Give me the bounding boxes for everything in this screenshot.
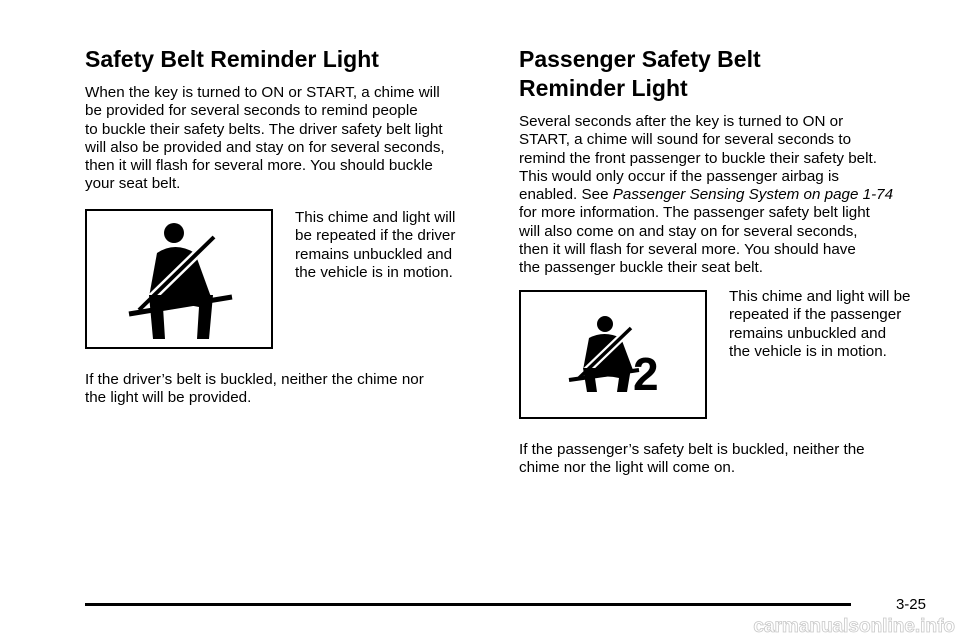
text-line: then it will flash for several more. You should have	[519, 241, 856, 259]
text-line: will also come on and stay on for several seconds,	[519, 222, 858, 240]
text-line: START, a chime will sound for several seconds to	[519, 131, 852, 149]
text-line: repeated if the passenger	[729, 306, 902, 324]
text-line: remains unbuckled and	[295, 245, 453, 263]
text-line: Several seconds after the key is turned to ON or	[519, 113, 844, 130]
text-line: then it will flash for several more. You should buckle	[85, 157, 433, 175]
footer-rule	[85, 603, 851, 606]
text-line: be repeated if the driver	[295, 227, 456, 245]
text-line: When the key is turned to ON or START, a chime will	[85, 84, 440, 101]
right-paragraph-1	[519, 113, 893, 278]
title-line: Reminder Light	[519, 75, 688, 101]
text-line: to buckle their safety belts. The driver safety belt light	[85, 120, 443, 138]
text-line: This chime and light will be	[729, 288, 911, 305]
text-line: the passenger buckle their seat belt.	[519, 259, 763, 277]
text-line: If the passenger’s safety belt is buckled, neither the	[519, 441, 865, 458]
section-title-safety-belt-reminder: Safety Belt Reminder Light	[85, 46, 379, 72]
driver-seatbelt-figure	[85, 209, 273, 349]
left-side-note	[295, 209, 475, 282]
watermark-logo	[726, 612, 956, 638]
text-line: the vehicle is in motion.	[295, 263, 453, 281]
text-line: This chime and light will	[295, 209, 456, 226]
title-line: Passenger Safety Belt	[519, 46, 761, 72]
passenger-seatbelt-icon	[521, 292, 705, 417]
passenger-seatbelt-figure	[519, 290, 707, 419]
cross-reference-link[interactable]: Passenger Sensing System on page 1-74	[612, 186, 894, 204]
left-paragraph-1	[85, 84, 445, 194]
passenger-seat-number: 2	[633, 348, 659, 400]
section-title-passenger-reminder	[519, 45, 761, 103]
right-side-note	[729, 288, 929, 361]
text-line: chime nor the light will come on.	[519, 459, 736, 477]
text-line: the light will be provided.	[85, 389, 252, 407]
left-paragraph-3	[85, 371, 424, 408]
svg-text:carmanualsonline.info: carmanualsonline.info	[753, 616, 955, 637]
driver-seatbelt-icon	[87, 211, 271, 347]
text-line: This would only occur if the passenger airbag is	[519, 167, 839, 185]
text-line: enabled. See	[519, 186, 613, 204]
text-line: remains unbuckled and	[729, 324, 887, 342]
text-line: remind the front passenger to buckle their safety belt.	[519, 149, 877, 167]
text-line: the vehicle is in motion.	[729, 342, 887, 360]
text-line: for more information. The passenger safety belt light	[519, 204, 870, 222]
text-line: will also be provided and stay on for several seconds,	[85, 138, 445, 156]
text-line: your seat belt.	[85, 175, 181, 193]
right-paragraph-3	[519, 441, 865, 478]
page-number: 3-25	[895, 596, 926, 613]
text-line: be provided for several seconds to remind people	[85, 102, 418, 120]
text-line: If the driver’s belt is buckled, neither the chime nor	[85, 371, 424, 388]
